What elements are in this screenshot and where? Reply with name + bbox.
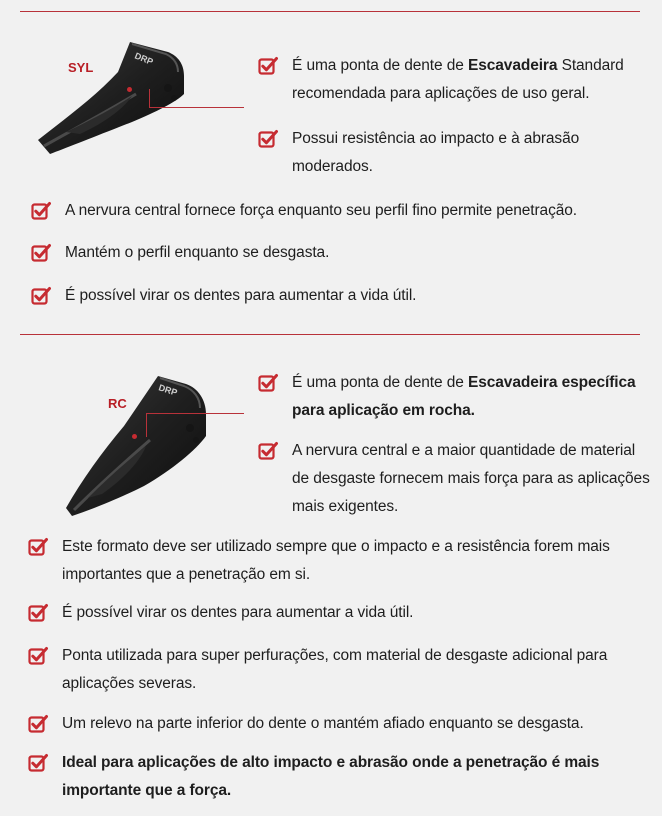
checkbox-icon (28, 537, 48, 557)
list-item: A nervura central fornece força enquanto seu perfil fino permite penetração. (31, 197, 651, 225)
leader-line (149, 107, 244, 108)
list-item: Ideal para aplicações de alto impacto e abrasão onde a penetração é mais importante que a força. (28, 749, 628, 805)
list-item: É uma ponta de dente de Escavadeira Standard recomendada para aplicações de uso geral. (258, 52, 643, 108)
checkbox-icon (31, 201, 51, 221)
checkbox-icon (28, 714, 48, 734)
checkbox-icon (258, 441, 278, 461)
tooth-brand-mark: DRP (133, 50, 155, 67)
list-item: A nervura central e a maior quantidade de material de desgaste fornecem mais força para as aplicações mais exigentes. (258, 437, 656, 521)
list-item: Este formato deve ser utilizado sempre que o impacto e a resistência forem mais importantes que a penetração em si. (28, 533, 640, 589)
list-item: É possível virar os dentes para aumentar a vida útil. (31, 282, 651, 310)
leader-line (149, 89, 150, 107)
checkbox-icon (258, 56, 278, 76)
section-divider (20, 334, 640, 335)
checkbox-icon (28, 753, 48, 773)
list-item: Possui resistência ao impacto e à abrasão moderados. (258, 125, 643, 181)
tooth-syl-image (36, 36, 216, 156)
checkbox-icon (258, 129, 278, 149)
section-divider-top (20, 11, 640, 12)
leader-line (146, 413, 147, 437)
tooth-label-rc: RC (108, 396, 127, 411)
leader-line (146, 413, 244, 414)
leader-dot (132, 434, 137, 439)
list-item: É uma ponta de dente de Escavadeira específica para aplicação em rocha. (258, 369, 648, 425)
tooth-label-syl: SYL (68, 60, 94, 75)
list-item: Ponta utilizada para super perfurações, com material de desgaste adicional para aplicações severas. (28, 642, 640, 698)
tooth-rc-image (62, 370, 222, 520)
leader-dot (127, 87, 132, 92)
checkbox-icon (31, 243, 51, 263)
list-item: É possível virar os dentes para aumentar a vida útil. (28, 599, 640, 627)
checkbox-icon (31, 286, 51, 306)
checkbox-icon (28, 603, 48, 623)
list-item: Um relevo na parte inferior do dente o mantém afiado enquanto se desgasta. (28, 710, 640, 738)
list-item: Mantém o perfil enquanto se desgasta. (31, 239, 651, 267)
checkbox-icon (258, 373, 278, 393)
checkbox-icon (28, 646, 48, 666)
tooth-brand-mark: DRP (157, 382, 179, 398)
